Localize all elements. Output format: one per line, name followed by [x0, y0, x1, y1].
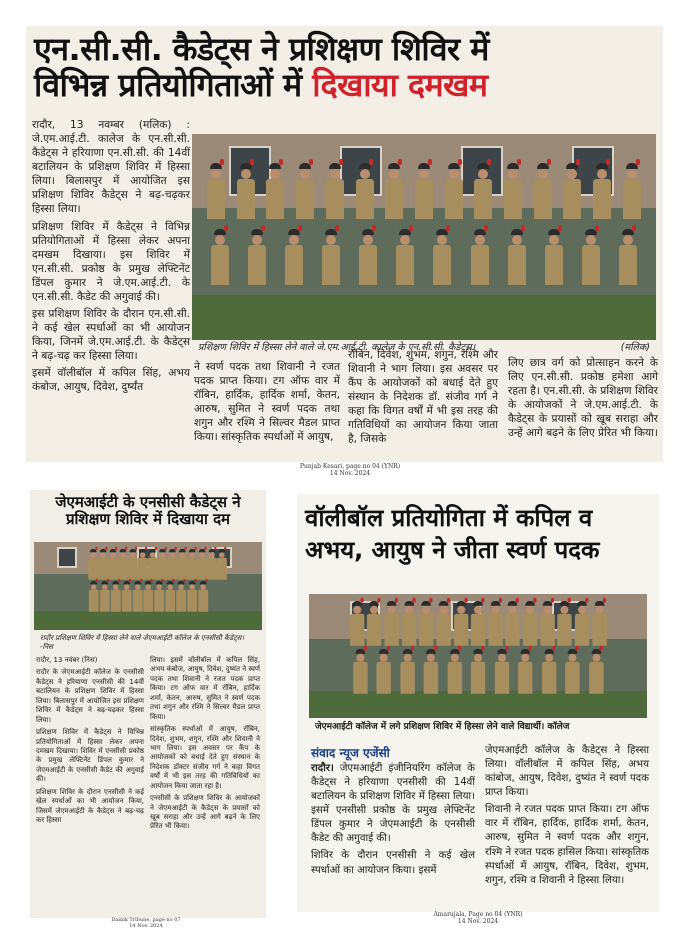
cadet-figure — [418, 601, 434, 646]
cadet-figure — [164, 581, 175, 612]
cadet-figure — [127, 549, 137, 580]
cadet-figure — [446, 649, 462, 694]
source-line: Punjab Kesari, page no 04 (YNR) — [299, 463, 401, 470]
headline — [34, 32, 658, 104]
cadet-figure — [147, 549, 157, 580]
paragraph: प्रशिक्षण शिविर में कैडेट्स ने विभिन्न प्रतियोगिताओं में हिस्सा लेकर अपना दमखम दिखाया। शिविर में एनसीसी प्रकोष्ठ के प्रमुख लेफ्टिनेंट डिंपल कुमार ने जेएमआईटी के एनसीसी कैडेट की अगुवाई की। — [36, 728, 144, 784]
cadet-figure — [622, 163, 642, 219]
source-line: Amarujala, Page no 04 (YNR) — [433, 911, 523, 918]
article-column-1 — [36, 656, 144, 828]
article-column-2 — [485, 744, 649, 891]
cadet-figure — [186, 581, 197, 612]
cadet-figure — [88, 581, 99, 612]
cadet-figure — [470, 649, 486, 694]
cadet-figure — [383, 601, 399, 646]
cadet-figure — [355, 163, 375, 219]
cadet-figure — [414, 163, 434, 219]
group-photo — [34, 542, 262, 630]
cadet-figure — [265, 163, 285, 219]
cadet-figure — [556, 601, 572, 646]
cadet-figure — [444, 163, 464, 219]
cadet-figure — [591, 601, 607, 646]
article-column-1 — [32, 118, 190, 397]
paragraph-text: जेएमआईटी इंजीनियरिंग कॉलेज के कैडेट्स ने हरियाणा एनसीसी की 14वीं बटालियन के प्रशिक्षण शिविर में हिस्सा लिया। इसमें एनसीसी प्रकोष्ठ के प्रमुख लेफ्टिनेंट डिंपल कुमार ने जेएमआईटी के एनसीसी कैडेट की अगुवाई की। — [311, 763, 475, 845]
photo-credit: (मलिक) — [620, 342, 650, 353]
cadet-figure — [207, 549, 217, 580]
cadet-figure — [432, 229, 452, 285]
paragraph: रादौर के जेएमआईटी कॉलेज के एनसीसी कैडेट्स ने हरियाणा एनसीसी की 14वीं बटालियन के प्रशिक्षण शिविर में हिस्सा लिया। बिलासपुर में आयोजित इस प्रशिक्षण शिविर में कैडेट्स ने बढ़-चढ़कर हिस्सा लिया। — [36, 668, 144, 724]
dateline: रादौर, 13 नवंबर (निस) — [36, 656, 98, 664]
paragraph: लिए छात्र वर्ग को प्रोत्साहन करने के लिए एन.सी.सी. प्रकोष्ठ हमेशा आगे रहता है। एन.सी.सी. के प्रशिक्षण शिविर के आयोजकों ने जे.एम.आई.टी. के कैडेट्स के प्रयासों को खूब सराहा और उन्हें आगे बढ़ने के लिए प्रेरित भी किया। — [508, 357, 658, 440]
news-agency: संवाद न्यूज एजेंसी — [311, 746, 390, 760]
cadet-figure — [453, 601, 469, 646]
cadet-figure — [533, 163, 553, 219]
paragraph: शिविर के दौरान एनसीसी ने कई खेल स्पर्धाओं का आयोजन किया। इसमें — [311, 850, 475, 876]
cadet-figure — [588, 649, 604, 694]
cadet-figure — [399, 649, 415, 694]
cadet-figure — [473, 163, 493, 219]
cadet-figure — [507, 229, 527, 285]
paragraph: ने स्वर्ण पदक तथा शिवानी ने रजत पदक प्राप्त किया। टग ऑफ वार में रॉबिन, हार्दिक, हार्दिक शर्मा, केतन, आरुष, सुमित ने स्वर्ण पदक तथा शगुन और रश्मि ने सिल्वर मैडल प्राप्त किया। सांस्कृतिक स्पर्धाओं में आयुष, — [194, 361, 340, 444]
cadet-figure — [505, 601, 521, 646]
headline: जेएमआईटी के एनसीसी कैडेट्स ने प्रशिक्षण शिविर में दिखाया दम — [55, 493, 241, 528]
cadet-figure — [423, 649, 439, 694]
photo-caption: जेएमआईटी कॉलेज में लगे प्रशिक्षण शिविर में हिस्सा लेने वाले विद्यार्थी। कॉलेज — [309, 720, 647, 735]
paragraph: इसमें वॉलीबॉल में कपिल सिंह, अभय कंबोज, आयुष, दिवेश, दुर्ष्यंत — [32, 367, 190, 394]
cadet-figure — [562, 163, 582, 219]
paragraph: लिया। इसमें वॉलीबॉल में कपिल सिंह, अभय कंबोज, आयुष, दिवेश, दुष्यंत ने स्वर्ण पदक तथा शिवानी ने रजत पदक प्राप्त किया। टग ऑफ वार में रॉबिन, हार्दिक शर्मा, केतन, आरुष, सुमित ने स्वर्ण पदक तथा शगुन और रश्मि ने सिल्वर मैडल प्राप्त किया। — [150, 656, 260, 721]
headline-line-2-prefix: विभिन्न प्रतियोगिताओं में — [34, 65, 313, 104]
cadet-figure — [321, 229, 341, 285]
cadet-figure — [592, 163, 612, 219]
cadet-figure — [142, 581, 153, 612]
cadet-figure — [470, 229, 490, 285]
paragraph — [311, 762, 475, 846]
source-note-dainik-tribune — [76, 918, 216, 930]
source-date: 14 Nov. 2024 — [329, 469, 371, 477]
cadet-figure — [517, 649, 533, 694]
paragraph: रॉबिन, दिवेश, शुभम, शगुन, रश्मि और शिवानी ने भाग लिया। इस अवसर पर कैंप के आयोजकों को बधाई देते हुए संस्थान के निदेशक डॉ. संजीव गर्ग ने कहा कि विगत वर्षों में भी इस तरह की गतिविधियों का आयोजन किया जाता है, जिसके — [348, 349, 498, 446]
paragraph: प्रशिक्षण शिविर के दौरान एनसीसी ने कई खेल स्पर्धाओं का भी आयोजन किया, जिसमें जेएमआईटी के कैडेट्स ने बढ़-चढ़ कर हिस्सा — [36, 787, 144, 824]
cadet-figure — [544, 229, 564, 285]
group-photo — [309, 594, 647, 718]
cadet-figure — [541, 649, 557, 694]
photo-caption-text: प्रशिक्षण शिविर में हिस्सा लेने वाले जे.एम.आई.टी. कालेज के एन.सी.सी. कैडेट्स। — [198, 342, 476, 353]
article-column-1 — [311, 762, 475, 881]
headline: वॉलीबॉल प्रतियोगिता में कपिल व अभय, आयुष ने जीता स्वर्ण पदक — [305, 504, 600, 565]
cadet-figure — [167, 549, 177, 580]
cadet-figure — [121, 581, 132, 612]
cadet-figure — [98, 549, 108, 580]
clipping-punjab-kesari — [26, 26, 663, 462]
cadet-figure — [564, 649, 580, 694]
cadet-figure — [384, 163, 404, 219]
article-column-3 — [348, 348, 498, 450]
photo-caption: रादौर प्रशिक्षण शिविर में हिस्सा लेने वाले जेएमआईटी कॉलेज के एनसीसी कैडेट्स। -निस — [34, 632, 262, 655]
cadet-figure — [132, 581, 143, 612]
paragraph: इस प्रशिक्षण शिविर के दौरान एन.सी.सी. ने कई खेल स्पर्धाओं का भी आयोजन किया, जिनमें जे.एम.आई.टी. के कैडेट्स ने बढ़-चढ़ कर हिस्सा लिया। — [32, 308, 190, 363]
source-date: 14 Nov. 2024 — [129, 922, 163, 929]
source-line: Dainik Tribune, page no 07 — [111, 917, 181, 923]
cadet-figure — [494, 649, 510, 694]
cadet-figure — [352, 649, 368, 694]
cadet-figure — [177, 549, 187, 580]
cadet-figure — [574, 601, 590, 646]
cadet-figure — [137, 549, 147, 580]
cadet-figure — [401, 601, 417, 646]
paragraph: शिवानी ने रजत पदक प्राप्त किया। टग ऑफ वार में रॉबिन, हार्दिक, हार्दिक शर्मा, केतन, आरुष, सुमित ने स्वर्ण पदक और शगुन, रश्मि ने रजत पदक हासिल किया। सांस्कृतिक स्पर्धाओं में आयुष, रॉबिन, दिवेश, शुभम, शगुन, रश्मि व शिवानी ने हिस्सा लिया। — [485, 804, 649, 886]
cadet-figure — [539, 601, 555, 646]
cadet-figure — [175, 581, 186, 612]
cadet-figure — [487, 601, 503, 646]
paragraph: एनसीसी के प्रशिक्षण शिविर के आयोजकों ने जेएमआईटी के कैडेट्स के प्रयासों को खूब सराहा और उन्हें आगे बढ़ने के लिए प्रेरित भी किया। — [150, 794, 260, 831]
paragraph: प्रशिक्षण शिविर में कैडेट्स ने विभिन्न प्रतियोगिताओं में हिस्सा लेकर अपना दमखम दिखाया। इस शिविर में एन.सी.सी. प्रकोष्ठ के प्रमुख लेफ्टिनेंट डिंपल कुमार ने जे.एम.आई.टी. के एन.सी.सी. कैडेट की अगुवाई की। — [32, 220, 190, 303]
paragraph: सांस्कृतिक स्पर्धाओं में आयुष, रॉबिन, दिवेश, शुभम, शगुन, रश्मि और शिवानी ने भाग लिया। इस अवसर पर कैंप के आयोजकों को बधाई देते हुए संस्थान के निदेशक डॉक्टर संजीव गर्ग ने कहा विगत वर्षों में भी इस तरह की गतिविधियों का आयोजन किया जाता रहा है। — [150, 725, 260, 790]
cadet-figure — [197, 549, 207, 580]
cadet-figure — [618, 229, 638, 285]
cadet-figure — [284, 229, 304, 285]
cadet-figure — [366, 601, 382, 646]
article-column-2 — [194, 360, 340, 447]
clipping-amar-ujala — [297, 494, 659, 912]
cadet-figure — [88, 549, 98, 580]
cadet-figure — [108, 549, 118, 580]
clipping-dainik-tribune — [30, 490, 266, 918]
headline-highlight: दिखाया दमखम — [312, 65, 488, 104]
source-date: 14 Nov. 2024 — [457, 917, 499, 925]
cadet-figure — [236, 163, 256, 219]
cadet-figure — [187, 549, 197, 580]
cadet-figure — [247, 229, 267, 285]
cadet-figure — [376, 649, 392, 694]
cadet-figure — [435, 601, 451, 646]
cadet-figure — [295, 163, 315, 219]
cadet-figure — [522, 601, 538, 646]
paragraph: जेएमआईटी कॉलेज के कैडेट्स ने हिस्सा लिया। वॉलीबॉल में कपिल सिंह, अभय कांबोज, आयुष, दिवेश, दुष्यंत ने स्वर्ण पदक प्राप्त किया। — [485, 745, 649, 799]
cadet-figure — [349, 601, 365, 646]
cadet-figure — [157, 549, 167, 580]
cadet-figure — [358, 229, 378, 285]
article-column-2 — [150, 656, 260, 835]
source-note-punjab-kesari — [250, 464, 450, 478]
cadet-figure — [99, 581, 110, 612]
cadet-figure — [395, 229, 415, 285]
headline-line-2 — [34, 65, 658, 104]
cadet-figure — [325, 163, 345, 219]
paragraph: रादौर, 13 नवम्बर (मलिक) : जे.एम.आई.टी. कालेज के एन.सी.सी. कैडेट्स ने हरियाणा एन.सी.सी. की 14वीं बटालियन के प्रशिक्षण शिविर में हिस्सा लिया। बिलासपुर में आयोजित इस प्रशिक्षण शिविर कैडेट्स ने बढ़-चढ़कर हिस्सा लिया। — [32, 119, 190, 216]
article-column-4 — [508, 356, 658, 443]
dateline: रादौर। — [311, 763, 334, 774]
cadet-figure — [210, 229, 230, 285]
source-note-amar-ujala — [398, 912, 558, 926]
headline-line-1: एन.सी.सी. कैडेट्स ने प्रशिक्षण शिविर में — [34, 30, 489, 68]
cadet-figure — [206, 163, 226, 219]
cadet-figure — [197, 581, 208, 612]
cadet-figure — [470, 601, 486, 646]
group-photo — [192, 134, 656, 340]
cadet-figure — [153, 581, 164, 612]
cadet-figure — [117, 549, 127, 580]
cadet-figure — [503, 163, 523, 219]
cadet-figure — [216, 549, 226, 580]
cadet-figure — [581, 229, 601, 285]
cadet-figure — [110, 581, 121, 612]
